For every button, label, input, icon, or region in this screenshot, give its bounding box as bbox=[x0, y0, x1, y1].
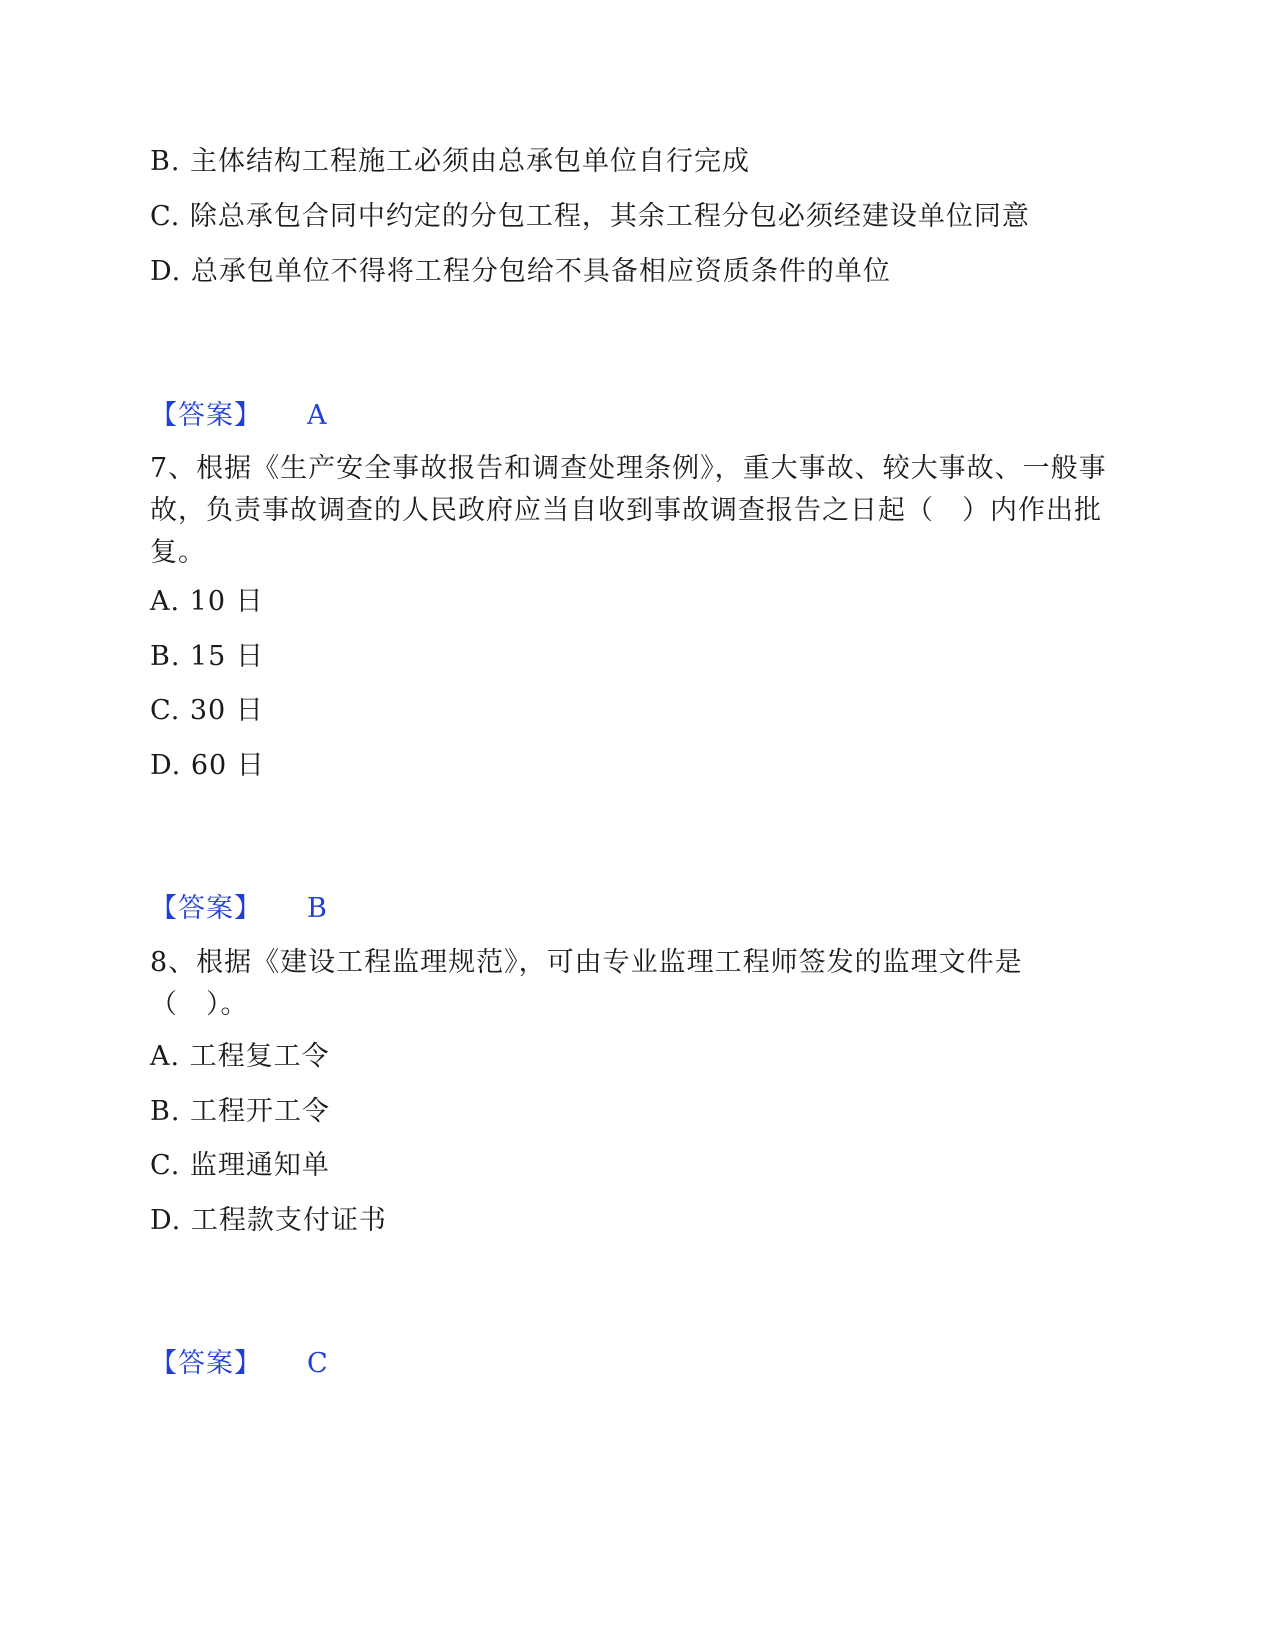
q6-answer-label: 【答案】 bbox=[150, 400, 262, 431]
q8-option-a: A. 工程复工令 bbox=[150, 1041, 330, 1072]
q8-answer-value: C bbox=[307, 1348, 328, 1379]
q7-option-c: C. 30 日 bbox=[150, 695, 264, 726]
q6-option-c: C. 除总承包合同中约定的分包工程，其余工程分包必须经建设单位同意 bbox=[150, 201, 1030, 232]
q7-question: 7、根据《生产安全事故报告和调查处理条例》，重大事故、较大事故、一般事故，负责事故调查的人民政府应当自收到事故调查报告之日起（ ）内作出批复。 bbox=[150, 453, 1107, 568]
q8-option-b: B. 工程开工令 bbox=[150, 1096, 331, 1127]
q8-option-d: D. 工程款支付证书 bbox=[150, 1205, 387, 1236]
q7-option-b: B. 15 日 bbox=[150, 641, 264, 672]
q7-option-a: A. 10 日 bbox=[150, 586, 264, 617]
q8-answer-label: 【答案】 bbox=[150, 1348, 262, 1379]
q7-option-d: D. 60 日 bbox=[150, 750, 265, 781]
q6-answer-value: A bbox=[307, 400, 327, 431]
q8-question: 8、根据《建设工程监理规范》，可由专业监理工程师签发的监理文件是（ ）。 bbox=[150, 947, 1023, 1020]
q6-option-b: B. 主体结构工程施工必须由总承包单位自行完成 bbox=[150, 146, 751, 177]
q7-answer-value: B bbox=[307, 893, 327, 924]
q8-option-c: C. 监理通知单 bbox=[150, 1150, 330, 1181]
q6-option-d: D. 总承包单位不得将工程分包给不具备相应资质条件的单位 bbox=[150, 256, 891, 287]
q7-answer-label: 【答案】 bbox=[150, 893, 262, 924]
